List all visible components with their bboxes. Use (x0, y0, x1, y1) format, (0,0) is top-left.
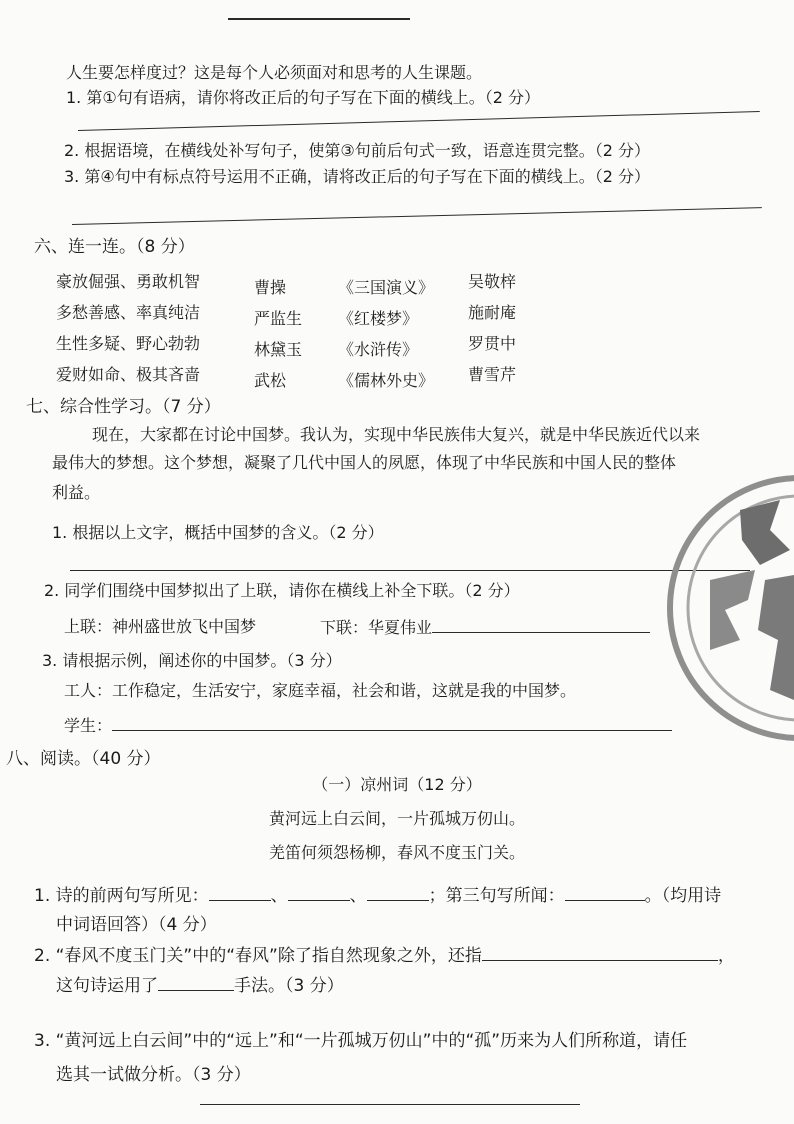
section8-question-2 (34, 944, 735, 967)
author-item[interactable]: 罗贯中 (468, 334, 517, 353)
question-text: 。（均用诗 (644, 886, 722, 906)
traits-column (56, 266, 200, 390)
book-item[interactable]: 《三国演义》 (338, 278, 435, 297)
student-answer-blank[interactable] (112, 714, 672, 731)
poem-line: 羌笛何须怨杨柳，春风不度玉门关。 (268, 843, 525, 862)
student-label: 学生： (64, 716, 113, 735)
section7-question-2: 2. 同学们围绕中国梦拟出了上联，请你在横线上补全下联。（2 分） (44, 581, 520, 600)
character-item[interactable]: 武松 (254, 371, 287, 390)
question-text: ；第三句写所闻： (428, 886, 565, 906)
author-item[interactable]: 吴敬梓 (468, 272, 517, 291)
answer-line[interactable] (200, 1104, 580, 1105)
trait-item[interactable]: 爱财如命、极其吝啬 (56, 365, 201, 384)
section7-paragraph: 利益。 (52, 483, 101, 502)
characters-column (254, 272, 302, 396)
section6-title: 六、连一连。（8 分） (34, 237, 195, 257)
couplet-lower-label: 下联：华夏伟业 (320, 618, 433, 637)
question-text: 1. 诗的前两句写所见： (34, 886, 209, 906)
trait-item[interactable]: 生性多疑、野心勃勃 (56, 334, 201, 353)
poem-line: 黄河远上白云间，一片孤城万仞山。 (268, 809, 525, 828)
author-item[interactable]: 曹雪芹 (468, 365, 517, 384)
section8-question-2-cont (56, 974, 344, 997)
question-text: 2. “春风不度玉门关”中的“春风”除了指自然现象之外，还指 (34, 946, 482, 966)
student-dream (64, 714, 672, 737)
answer-blank[interactable] (482, 944, 718, 961)
couplet-lower (320, 616, 650, 639)
section7-question-1: 1. 根据以上文字，概括中国梦的含义。（2 分） (52, 523, 384, 542)
book-item[interactable]: 《红楼梦》 (338, 309, 419, 328)
section5-question-3: 3. 第④句中有标点符号运用不正确，请将改正后的句子写在下面的横线上。（2 分） (64, 167, 650, 186)
section8-question-1 (34, 884, 721, 907)
section7-question-3: 3. 请根据示例，阐述你的中国梦。（3 分） (42, 651, 342, 670)
character-item[interactable]: 曹操 (254, 278, 287, 297)
book-item[interactable]: 《水浒传》 (338, 340, 419, 359)
section8-question-1-cont: 中词语回答）（4 分） (56, 915, 217, 935)
book-item[interactable]: 《儒林外史》 (338, 371, 435, 390)
authors-column (468, 266, 516, 390)
section5-question-1: 1. 第①句有语病，请你将改正后的句子写在下面的横线上。（2 分） (66, 88, 540, 107)
section8-question-3: 3. “黄河远上白云间”中的“远上”和“一片孤城万仞山”中的“孤”历来为人们所称道，请任 (34, 1031, 688, 1051)
author-item[interactable]: 施耐庵 (468, 303, 517, 322)
answer-blank[interactable] (565, 884, 645, 901)
section7-paragraph: 最伟大的梦想。这个梦想，凝聚了几代中国人的夙愿，体现了中华民族和中国人民的整体 (52, 453, 677, 472)
character-item[interactable]: 林黛玉 (254, 340, 303, 359)
section7-paragraph: 现在，大家都在讨论中国梦。我认为，实现中华民族伟大复兴，就是中华民族近代以来 (92, 425, 701, 444)
answer-line[interactable] (70, 570, 750, 571)
separator: 、 (270, 886, 288, 906)
trait-item[interactable]: 豪放倔强、勇敢机智 (56, 272, 201, 291)
character-item[interactable]: 严监生 (254, 309, 303, 328)
section7-title: 七、综合性学习。（7 分） (26, 397, 221, 417)
couplet-upper: 上联：神州盛世放飞中国梦 (64, 617, 257, 636)
answer-blank[interactable] (158, 974, 234, 991)
worker-example: 工人：工作稳定，生活安宁，家庭幸福，社会和谐，这就是我的中国梦。 (64, 681, 577, 700)
section8-title: 八、阅读。（40 分） (6, 749, 161, 769)
section5-intro: 人生要怎样度过？这是每个人必须面对和思考的人生课题。 (66, 63, 483, 82)
question-text: 这句诗运用了 (56, 976, 158, 996)
answer-blank[interactable] (288, 884, 350, 901)
separator: 、 (349, 886, 367, 906)
answer-blank[interactable] (367, 884, 429, 901)
poem-subtitle: （一）凉州词（12 分） (312, 775, 482, 794)
question-text: 手法。（3 分） (234, 976, 344, 996)
seal-stamp (650, 470, 794, 750)
answer-line[interactable] (78, 111, 760, 131)
trait-item[interactable]: 多愁善感、率真纯洁 (56, 303, 201, 322)
section5-question-2: 2. 根据语境，在横线处补写句子，使第③句前后句式一致，语意连贯完整。（2 分） (64, 141, 650, 160)
couplet-answer-blank[interactable] (432, 616, 650, 633)
books-column (338, 272, 434, 396)
section8-question-3-cont: 选其一试做分析。（3 分） (56, 1065, 251, 1085)
top-divider (228, 18, 410, 20)
answer-line[interactable] (72, 207, 762, 225)
answer-blank[interactable] (209, 884, 271, 901)
separator: ， (717, 946, 735, 966)
